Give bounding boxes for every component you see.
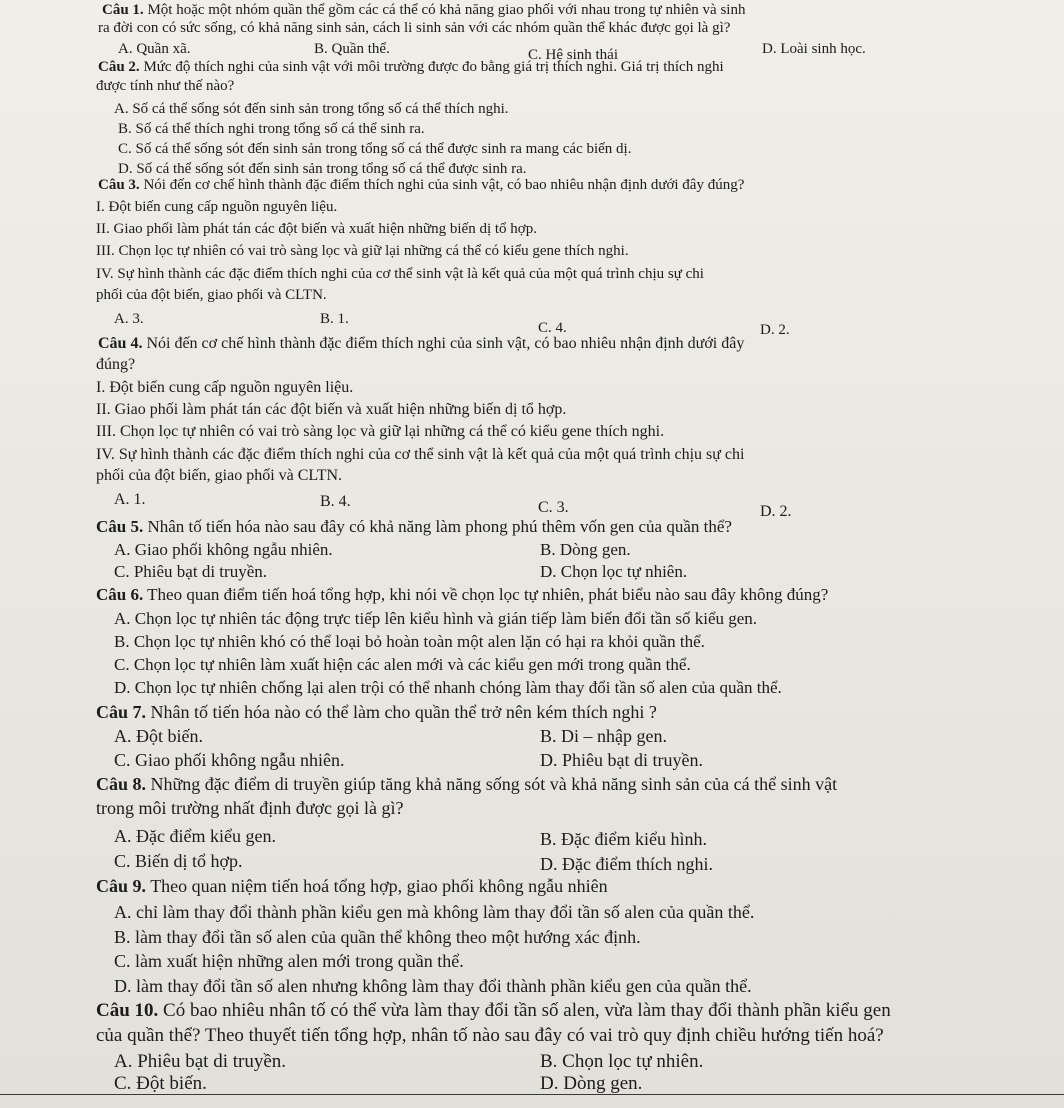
q7-option-d: D. Phiêu bạt di truyền.	[540, 750, 703, 770]
q8-stem-line1: Câu 8. Những đặc điểm di truyền giúp tăng khả năng sống sót và khả năng sinh sản của cá thể sinh vật	[96, 774, 838, 794]
q10-option-c: C. Đột biến.	[114, 1073, 207, 1094]
q6-option-b: B. Chọn lọc tự nhiên khó có thể loại bỏ hoàn toàn một alen lặn có hại ra khỏi quần thể.	[114, 632, 705, 651]
q9-option-b: B. làm thay đổi tần số alen của quần thể không theo một hướng xác định.	[114, 927, 641, 947]
q1-option-d: D. Loài sinh học.	[762, 41, 866, 57]
q9-option-a: A. chỉ làm thay đổi thành phần kiểu gen mà không làm thay đổi tần số alen của quần thể.	[114, 902, 755, 922]
q1-stem-line1: Câu 1. Một hoặc một nhóm quần thể gồm các cá thể có khả năng giao phối với nhau trong tự nhiên và sinh	[102, 2, 746, 18]
q1-option-a: A. Quần xã.	[118, 41, 191, 57]
q1-option-b: B. Quần thể.	[314, 41, 390, 57]
q4-statement-3: III. Chọn lọc tự nhiên có vai trò sàng lọc và giữ lại những cá thể có kiểu gene thích nghi.	[96, 423, 665, 440]
q8-stem-line2: trong môi trường nhất định được gọi là gì?	[96, 798, 404, 818]
bottom-rule	[0, 1094, 1064, 1095]
q4-option-a: A. 1.	[114, 491, 146, 508]
q4-option-b: B. 4.	[320, 493, 351, 510]
q2-option-d: D. Số cá thể sống sót đến sinh sản trong tổng số cá thể được sinh ra.	[118, 161, 527, 177]
q4-stem-line1: Câu 4. Nói đến cơ chế hình thành đặc điểm thích nghi của sinh vật, có bao nhiêu nhận định dưới đây	[98, 335, 745, 352]
q4-option-c: C. 3.	[538, 499, 569, 516]
q3-option-d: D. 2.	[760, 322, 790, 338]
q2-stem-line1: Câu 2. Mức độ thích nghi của sinh vật với môi trường được đo bằng giá trị thích nghi. Giá trị thích nghi	[98, 59, 724, 75]
q9-stem: Câu 9. Theo quan niệm tiến hoá tổng hợp, giao phối không ngẫu nhiên	[96, 876, 608, 896]
q3-statement-4-line2: phối của đột biến, giao phối và CLTN.	[96, 287, 327, 303]
q5-option-b: B. Dòng gen.	[540, 540, 631, 559]
q9-option-c: C. làm xuất hiện những alen mới trong quần thể.	[114, 951, 464, 971]
q2-stem-line2: được tính như thế nào?	[96, 78, 235, 94]
q1-stem-line2: ra đời con có sức sống, có khả năng sinh sản, cách li sinh sản với các nhóm quần thể khác được gọi là gì?	[98, 20, 731, 36]
q3-statement-2: II. Giao phối làm phát tán các đột biến và xuất hiện những biến dị tổ hợp.	[96, 221, 537, 237]
q4-statement-4-line1: IV. Sự hình thành các đặc điểm thích nghi của cơ thể sinh vật là kết quả của một quá trình chịu sự chi	[96, 446, 745, 463]
q3-statement-4-line1: IV. Sự hình thành các đặc điểm thích nghi của cơ thể sinh vật là kết quả của một quá trình chịu sự chi	[96, 266, 704, 282]
q10-option-a: A. Phiêu bạt di truyền.	[114, 1051, 287, 1072]
q10-stem-line2: của quần thể? Theo thuyết tiến tổng hợp, nhân tố nào sau đây có vai trò quy định chiều hướng tiến hoá?	[96, 1025, 884, 1046]
q1-option-c: C. Hệ sinh thái	[528, 47, 618, 63]
q8-option-a: A. Đặc điểm kiểu gen.	[114, 826, 276, 846]
q3-stem: Câu 3. Nói đến cơ chế hình thành đặc điểm thích nghi của sinh vật, có bao nhiêu nhận định dưới đây đúng?	[98, 177, 745, 193]
q2-option-c: C. Số cá thể sống sót đến sinh sản trong tổng số cá thể được sinh ra mang các biến dị.	[118, 141, 632, 157]
q8-option-b: B. Đặc điểm kiểu hình.	[540, 829, 707, 849]
q5-stem: Câu 5. Nhân tố tiến hóa nào sau đây có khả năng làm phong phú thêm vốn gen của quần thể?	[96, 517, 732, 536]
q8-option-d: D. Đặc điểm thích nghi.	[540, 854, 713, 874]
q2-option-b: B. Số cá thể thích nghi trong tổng số cá thể sinh ra.	[118, 121, 425, 137]
q4-statement-2: II. Giao phối làm phát tán các đột biến và xuất hiện những biến dị tổ hợp.	[96, 401, 567, 418]
q6-option-a: A. Chọn lọc tự nhiên tác động trực tiếp lên kiểu hình và gián tiếp làm biến đổi tần số kiểu gen.	[114, 609, 758, 628]
q10-stem-line1: Câu 10. Có bao nhiêu nhân tố có thể vừa làm thay đổi tần số alen, vừa làm thay đổi thành phần kiểu gen	[96, 1000, 891, 1021]
q4-stem-line2: đúng?	[96, 356, 136, 373]
q5-option-a: A. Giao phối không ngẫu nhiên.	[114, 540, 333, 559]
q2-option-a: A. Số cá thể sống sót đến sinh sản trong tổng số cá thể thích nghi.	[114, 101, 509, 117]
q7-option-b: B. Di – nhập gen.	[540, 726, 667, 746]
q10-option-b: B. Chọn lọc tự nhiên.	[540, 1051, 704, 1072]
q3-statement-3: III. Chọn lọc tự nhiên có vai trò sàng lọc và giữ lại những cá thể có kiểu gene thích nghi.	[96, 243, 629, 259]
q3-option-c: C. 4.	[538, 320, 567, 336]
q4-option-d: D. 2.	[760, 503, 792, 520]
q7-option-a: A. Đột biến.	[114, 726, 203, 746]
q9-option-d: D. làm thay đổi tần số alen nhưng không làm thay đổi thành phần kiểu gen của quần thể.	[114, 976, 752, 996]
q3-option-a: A. 3.	[114, 311, 144, 327]
q10-option-d: D. Dòng gen.	[540, 1073, 643, 1094]
q3-option-b: B. 1.	[320, 311, 349, 327]
q6-option-c: C. Chọn lọc tự nhiên làm xuất hiện các alen mới và các kiểu gen mới trong quần thể.	[114, 655, 691, 674]
q7-stem: Câu 7. Nhân tố tiến hóa nào có thể làm cho quần thể trở nên kém thích nghi ?	[96, 702, 657, 722]
q7-option-c: C. Giao phối không ngẫu nhiên.	[114, 750, 345, 770]
q4-statement-1: I. Đột biến cung cấp nguồn nguyên liệu.	[96, 379, 354, 396]
q6-option-d: D. Chọn lọc tự nhiên chống lại alen trội có thể nhanh chóng làm thay đổi tần số alen của quần thể.	[114, 678, 782, 697]
q6-stem: Câu 6. Theo quan điểm tiến hoá tổng hợp, khi nói về chọn lọc tự nhiên, phát biểu nào sau đây không đúng?	[96, 585, 829, 604]
q5-option-c: C. Phiêu bạt di truyền.	[114, 562, 267, 581]
q4-statement-4-line2: phối của đột biến, giao phối và CLTN.	[96, 467, 343, 484]
q3-statement-1: I. Đột biến cung cấp nguồn nguyên liệu.	[96, 199, 338, 215]
q5-option-d: D. Chọn lọc tự nhiên.	[540, 562, 688, 581]
q8-option-c: C. Biến dị tổ hợp.	[114, 851, 243, 871]
